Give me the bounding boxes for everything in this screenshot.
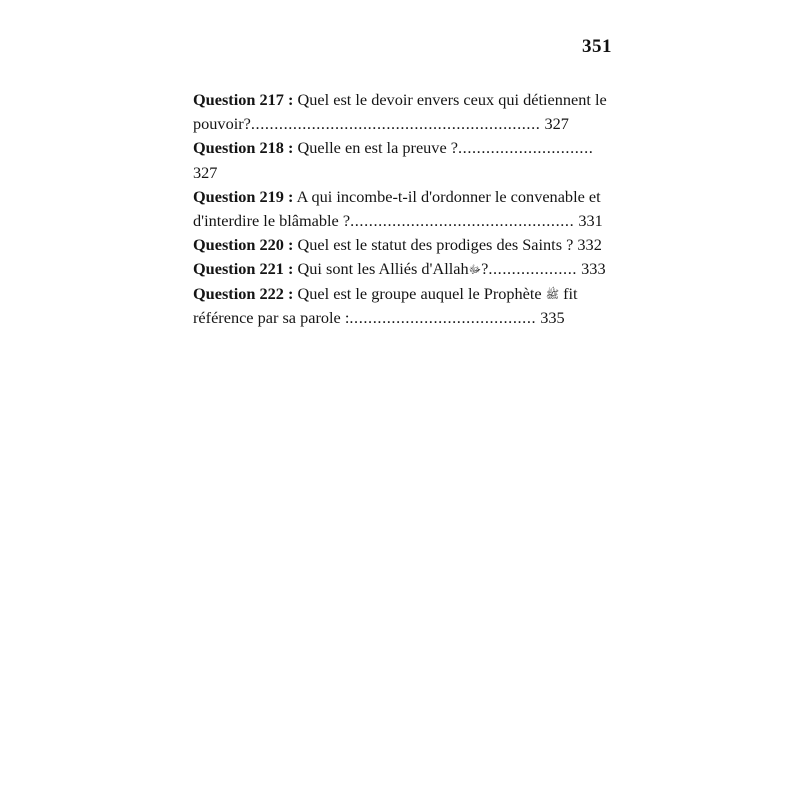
toc-entry-label: Question 220 : bbox=[193, 235, 294, 255]
toc-entry-page: 333 bbox=[581, 259, 606, 279]
toc-entry-leader: ................................................ bbox=[350, 211, 575, 231]
toc-entry-leader: .............................................................. bbox=[250, 114, 541, 134]
list-item bbox=[193, 136, 611, 184]
toc-entry-text: Quel est le groupe auquel le Prophète bbox=[297, 283, 542, 303]
toc-entry-text-after: ? bbox=[481, 259, 489, 279]
toc-entry-text: Quel est le statut des prodiges des Saints ? bbox=[297, 235, 574, 255]
toc-entry-text-after: fit référence par sa parole : bbox=[193, 283, 578, 327]
toc-entry-text: Quel est le devoir envers ceux qui détiennent le pouvoir? bbox=[193, 90, 607, 134]
toc-entry-label: Question 218 : bbox=[193, 138, 294, 158]
toc-entry-page: 327 bbox=[544, 114, 569, 134]
toc-entry-leader: ................... bbox=[488, 259, 578, 279]
prophet-honorific-glyph: ﷺ bbox=[545, 288, 560, 301]
table-of-contents bbox=[193, 88, 611, 330]
toc-entry-text: A qui incombe-t-il d'ordonner le convenable et d'interdire le blâmable ? bbox=[193, 186, 601, 231]
toc-entry-label: Question 221 : bbox=[193, 259, 294, 279]
toc-entry-label: Question 219 : bbox=[193, 186, 294, 206]
toc-entry-label: Question 217 : bbox=[193, 90, 294, 109]
page-number: 351 bbox=[582, 36, 612, 57]
toc-entry-text: Quelle en est la preuve ? bbox=[297, 138, 458, 158]
toc-entry-label: Question 222 : bbox=[193, 283, 294, 303]
list-item bbox=[193, 88, 611, 136]
toc-entry-text: Qui sont les Alliés d'Allah bbox=[297, 259, 469, 279]
list-item bbox=[193, 185, 611, 233]
toc-entry-page: 335 bbox=[540, 307, 565, 327]
toc-entry-page: 327 bbox=[193, 162, 218, 182]
toc-entry-leader: ............................. bbox=[457, 138, 594, 158]
list-item bbox=[193, 282, 611, 330]
allah-honorific-glyph: ﷻ bbox=[468, 264, 482, 277]
toc-entry-leader: ........................................ bbox=[349, 307, 537, 327]
toc-entry-page: 332 bbox=[577, 235, 602, 255]
list-item bbox=[193, 257, 611, 281]
list-item bbox=[193, 233, 611, 257]
toc-entry-page: 331 bbox=[578, 211, 603, 231]
